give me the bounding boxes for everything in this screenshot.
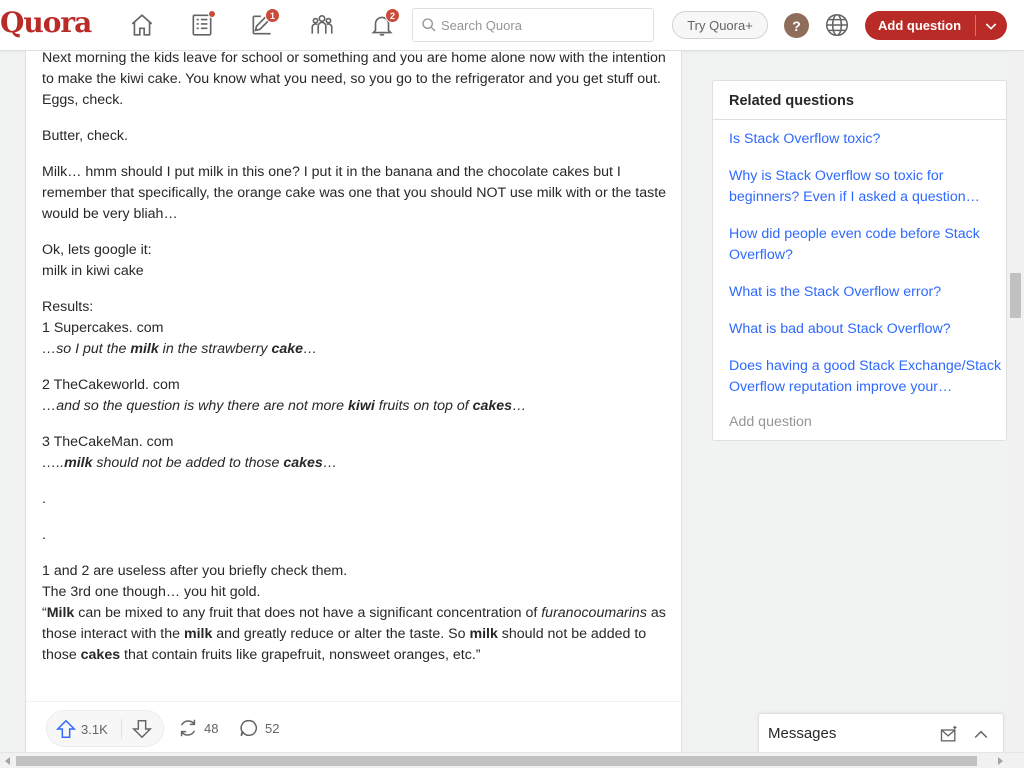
search-box[interactable] (412, 8, 654, 42)
related-question-link[interactable]: What is the Stack Overflow error? (729, 284, 942, 300)
related-question-link[interactable]: Why is Stack Overflow so toxic for beginners? Even if I asked a question… (729, 168, 980, 205)
answer-text-run: cakes (283, 455, 323, 471)
top-navigation-bar (0, 0, 1024, 51)
upvote-arrow-icon (55, 718, 77, 740)
answer-paragraph (42, 432, 672, 474)
answer-text-run: should not be added to those (92, 455, 284, 471)
related-question-link[interactable]: Is Stack Overflow toxic? (729, 131, 881, 147)
answer-text-run: fruits on top of (374, 398, 473, 414)
answer-paragraph (42, 126, 672, 147)
quora-logo[interactable]: Quora (0, 6, 92, 39)
related-questions-panel (712, 80, 1007, 441)
answer-text-run: … (512, 398, 527, 414)
reshare-icon (177, 717, 199, 739)
answer-text-run: 1 and 2 are useless after you briefly check them. (42, 563, 348, 579)
answer-icon[interactable] (244, 8, 280, 42)
answer-text-run: cakes (80, 647, 121, 663)
add-question-divider (975, 15, 976, 36)
answer-text-run: as those interact with the (42, 605, 666, 642)
share-button[interactable] (177, 717, 218, 739)
following-dot (208, 10, 216, 18)
answer-text-run: Milk… hmm should I put milk in this one? I put it in the banana and the chocolate cakes but I remember that specifically, the orange cake was one that you should NOT use milk with or the taste would be very bliah… (42, 164, 667, 222)
related-questions-title: Related questions (713, 81, 1006, 120)
scroll-right-arrow-icon[interactable] (995, 756, 1005, 766)
home-icon[interactable] (124, 8, 160, 42)
related-question-link[interactable]: What is bad about Stack Overflow? (729, 321, 951, 337)
add-question-button[interactable] (865, 11, 1007, 40)
answer-paragraph (42, 489, 672, 510)
answer-text-run: 3 TheCakeMan. com (42, 434, 174, 450)
language-globe-icon[interactable] (824, 12, 850, 38)
help-avatar[interactable]: ? (784, 13, 809, 38)
scroll-left-arrow-icon[interactable] (3, 756, 13, 766)
answer-paragraph (42, 51, 672, 111)
answer-text-run: Milk (46, 605, 75, 621)
share-count: 48 (204, 720, 219, 736)
search-input[interactable] (441, 18, 641, 33)
vote-divider (121, 719, 122, 739)
vertical-scrollbar[interactable] (1007, 51, 1024, 756)
notifications-badge: 2 (385, 8, 400, 23)
answer-paragraph (42, 525, 672, 546)
answer-text-run: … (303, 341, 318, 357)
chevron-up-icon[interactable] (971, 725, 991, 745)
upvote-button[interactable] (55, 718, 108, 740)
answer-body (42, 51, 672, 681)
search-icon (421, 17, 437, 33)
answer-text-run: “ (42, 605, 47, 621)
answer-text-run: kiwi (348, 398, 375, 414)
answer-text-run: and greatly reduce or alter the taste. So (212, 626, 470, 642)
answer-text-run: milk (183, 626, 213, 642)
answer-text-run: cakes (472, 398, 513, 414)
vote-pill (46, 710, 164, 747)
answer-text-run: milk (64, 455, 93, 471)
answer-card (25, 51, 682, 756)
upvote-count: 3.1K (81, 721, 108, 737)
answer-text-run: milk in kiwi cake (42, 263, 144, 279)
answer-text-run: . (42, 527, 46, 543)
answer-text-run: . (42, 491, 46, 507)
answer-text-run: Ok, lets google it: (42, 242, 152, 258)
answer-paragraph (42, 297, 672, 360)
answer-text-run: 2 TheCakeworld. com (42, 377, 180, 393)
answer-paragraph (42, 240, 672, 282)
answer-paragraph (42, 375, 672, 417)
horizontal-scrollbar[interactable] (0, 752, 1024, 768)
answer-text-run: …so I put the (42, 341, 131, 357)
related-questions-list (713, 129, 1006, 398)
answer-text-run: Butter, check. (42, 128, 128, 144)
answer-text-run: in the strawberry (158, 341, 272, 357)
answer-text-run: can be mixed to any fruit that does not have a significant concentration of (74, 605, 542, 621)
answer-paragraph (42, 561, 672, 666)
answer-text-run: that contain fruits like grapefruit, nonsweet oranges, etc.” (120, 647, 481, 663)
answer-badge: 1 (265, 8, 280, 23)
answer-text-run: cake (271, 341, 304, 357)
comment-icon (238, 717, 260, 739)
related-question-link[interactable]: Does having a good Stack Exchange/Stack Overflow reputation improve your… (729, 358, 1002, 395)
notifications-icon[interactable] (364, 8, 400, 42)
vertical-scrollbar-thumb[interactable] (1010, 273, 1021, 318)
answer-text-run: …and so the question is why there are not more (42, 398, 348, 414)
answer-text-run: milk (469, 626, 498, 642)
messages-label: Messages (768, 725, 837, 742)
comment-button[interactable] (238, 717, 279, 739)
compose-message-icon[interactable] (939, 725, 959, 745)
related-add-question-link[interactable]: Add question (729, 414, 812, 430)
try-quora-plus-button[interactable]: Try Quora+ (672, 11, 768, 39)
answer-text-run: 1 Supercakes. com (42, 320, 164, 336)
answer-text-run: Results: (42, 299, 94, 315)
comment-count: 52 (265, 720, 280, 736)
answer-text-run: Next morning the kids leave for school or something and you are home alone now with the intention to make the kiwi cake. You know what you need, so you go to the refrigerator and you get stuff out. (42, 51, 666, 87)
add-question-label: Add question (878, 18, 962, 33)
answer-paragraph (42, 162, 672, 225)
answer-text-run: milk (130, 341, 159, 357)
chevron-down-icon[interactable] (983, 18, 999, 34)
spaces-icon[interactable] (304, 8, 340, 42)
answer-text-run: furanocoumarins (541, 605, 647, 621)
answer-text-run: … (322, 455, 338, 471)
related-question-link[interactable]: How did people even code before Stack Overflow? (729, 226, 980, 263)
answer-text-run: Eggs, check. (42, 92, 124, 108)
answer-actions-bar (26, 701, 681, 756)
following-icon[interactable] (184, 8, 220, 42)
answer-text-run: should not be added to those (42, 626, 647, 663)
downvote-arrow-icon[interactable] (131, 718, 153, 740)
horizontal-scrollbar-thumb[interactable] (16, 756, 977, 766)
messages-dock[interactable] (758, 713, 1004, 756)
answer-text-run: The 3rd one though… you hit gold. (42, 584, 261, 600)
answer-text-run: ….. (42, 455, 65, 471)
